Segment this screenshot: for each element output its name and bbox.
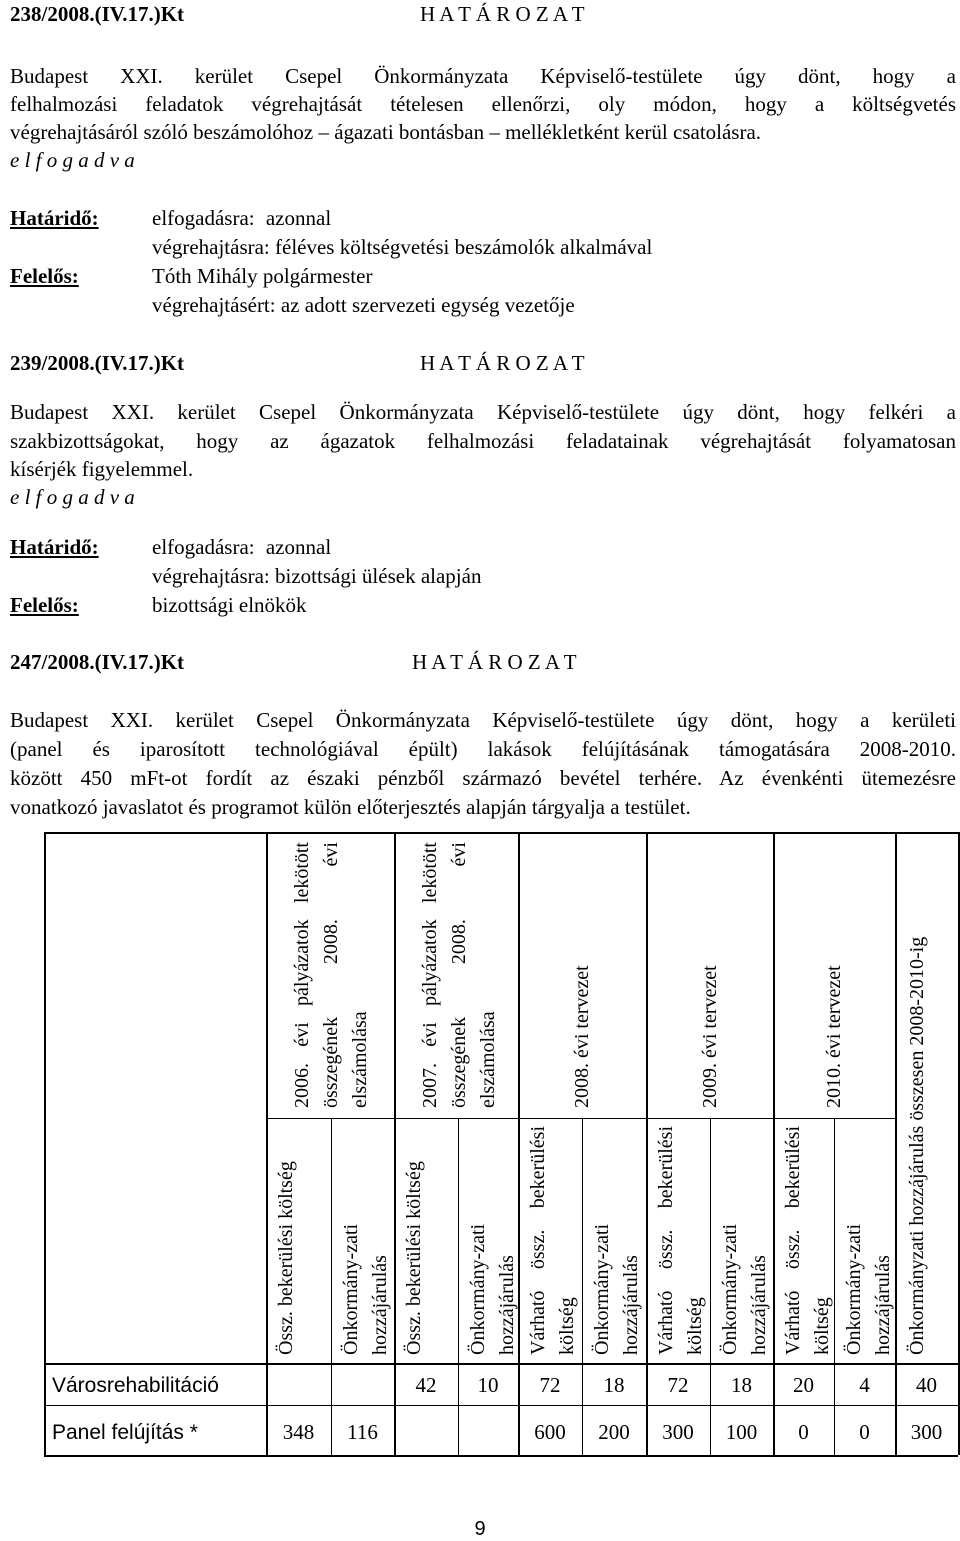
column-header-1: Össz. bekerülési költség xyxy=(275,1161,297,1355)
resolution-heading: H A T Á R O Z A T xyxy=(420,351,585,375)
group-header-4: 2009. évi tervezet xyxy=(698,965,721,1108)
table-cell: 10 xyxy=(477,1373,499,1397)
table-column-divider xyxy=(518,832,520,1455)
column-header-9: Várható össz. bekerülési költség xyxy=(782,1126,833,1355)
table-row-divider xyxy=(44,1405,958,1406)
resolution-number-238: 238/2008.(IV.17.)Kt xyxy=(10,2,185,26)
resolution-body-line: vonatkozó javaslatot és programot külön előterjesztés alapján tárgyalja a testület. xyxy=(10,795,691,819)
table-cell: 600 xyxy=(534,1420,566,1444)
table-cell: 0 xyxy=(798,1420,809,1444)
deadline-label: Határidő: xyxy=(10,535,99,559)
group-header-2: 2007. évi pályázatok lekötött összegének 2008. évi elszámolása xyxy=(419,842,499,1108)
table-border-top xyxy=(44,832,958,834)
table-cell: 4 xyxy=(859,1373,870,1397)
table-cell: 72 xyxy=(539,1373,561,1397)
adopted-label: e l f o g a d v a xyxy=(10,485,135,509)
column-header-5: Várható össz. bekerülési költség xyxy=(527,1126,578,1355)
group-header-total: Önkormányzati hozzájárulás összesen 2008-2010-ig xyxy=(906,936,928,1355)
table-column-divider xyxy=(834,1118,835,1455)
table-column-divider xyxy=(458,1118,459,1455)
resolution-body-line: Budapest XXI. kerület Csepel Önkormányzata Képviselő-testülete úgy dönt, hogy a kerületi xyxy=(10,708,956,732)
deadline-value: elfogadásra: azonnal xyxy=(152,535,332,559)
responsible-value: végrehajtásért: az adott szervezeti egység vezetője xyxy=(152,293,575,317)
column-header-3: Össz. bekerülési költség xyxy=(403,1161,425,1355)
table-cell: 300 xyxy=(662,1420,694,1444)
table-cell: 116 xyxy=(347,1420,378,1444)
column-header-10: Önkormány-zati hozzájárulás xyxy=(843,1223,894,1355)
resolution-body-line: felhalmozási feladatok végrehajtását tételesen ellenőrzi, oly módon, hogy a költségvetés xyxy=(10,92,956,116)
resolution-number-247: 247/2008.(IV.17.)Kt xyxy=(10,650,185,674)
table-cell: 348 xyxy=(282,1420,315,1444)
table-cell: 42 xyxy=(415,1373,437,1397)
table-header-bottom xyxy=(44,1363,958,1365)
responsible-label: Felelős: xyxy=(10,264,79,288)
resolution-body-line: kísérjék figyelemmel. xyxy=(10,457,194,481)
table-cell: 100 xyxy=(725,1420,758,1444)
resolution-heading: H A T Á R O Z A T xyxy=(412,650,577,674)
resolution-number-239: 239/2008.(IV.17.)Kt xyxy=(10,351,185,375)
page-number: 9 xyxy=(474,1518,486,1540)
table-border-bottom xyxy=(44,1455,958,1457)
resolution-body-line: végrehajtásáról szóló beszámolóhoz – ágazati bontásban – mellékletként kerül csatolásra. xyxy=(10,120,762,144)
table-cell: 300 xyxy=(910,1420,943,1444)
table-column-divider xyxy=(44,832,46,1455)
table-cell: 200 xyxy=(598,1420,630,1444)
responsible-value: bizottsági elnökök xyxy=(152,593,307,617)
deadline-label: Határidő: xyxy=(10,206,99,230)
column-header-6: Önkormány-zati hozzájárulás xyxy=(591,1223,642,1355)
deadline-value: végrehajtásra: bizottsági ülések alapján xyxy=(152,564,482,588)
table-column-divider xyxy=(266,832,268,1455)
group-header-1: 2006. évi pályázatok lekötött összegének 2008. évi elszámolása xyxy=(291,842,371,1108)
resolution-heading: H A T Á R O Z A T xyxy=(420,2,585,26)
table-cell: 20 xyxy=(793,1373,814,1397)
resolution-body-line: (panel és iparosított technológiával épült) lakások felújításának támogatására 2008-2010. xyxy=(10,737,956,761)
resolution-body-line: Budapest XXI. kerület Csepel Önkormányzata Képviselő-testülete úgy dönt, hogy felkéri a xyxy=(10,400,956,424)
resolution-body-line: között 450 mFt-ot fordít az északi pénzből származó bevétel terhére. Az évenkénti ütemezésre xyxy=(10,766,956,790)
column-header-7: Várható össz. bekerülési költség xyxy=(655,1126,706,1355)
group-header-5: 2010. évi tervezet xyxy=(823,965,845,1108)
table-cell: 40 xyxy=(916,1373,937,1397)
deadline-value: végrehajtásra: féléves költségvetési beszámolók alkalmával xyxy=(152,235,653,259)
table-cell: 0 xyxy=(859,1420,870,1444)
table-column-divider xyxy=(331,1118,332,1455)
row-label: Panel felújítás * xyxy=(52,1421,198,1444)
row-label: Városrehabilitáció xyxy=(52,1374,219,1397)
table-column-divider xyxy=(710,1118,711,1455)
column-header-8: Önkormány-zati hozzájárulás xyxy=(719,1223,770,1355)
table-cell: 72 xyxy=(667,1373,689,1397)
group-header-3: 2008. évi tervezet xyxy=(571,965,593,1108)
responsible-value: Tóth Mihály polgármester xyxy=(152,264,373,288)
table-column-divider xyxy=(394,832,396,1455)
column-header-4: Önkormány-zati hozzájárulás xyxy=(467,1223,518,1355)
column-header-2: Önkormány-zati hozzájárulás xyxy=(340,1223,391,1355)
table-group-divider xyxy=(266,1118,895,1119)
table-cell: 18 xyxy=(603,1373,625,1397)
responsible-label: Felelős: xyxy=(10,593,79,617)
table-column-divider xyxy=(582,1118,583,1455)
adopted-label: e l f o g a d v a xyxy=(10,148,135,172)
resolution-body-line: szakbizottságokat, hogy az ágazatok felhalmozási feladatainak végrehajtását folyamatosan xyxy=(10,429,956,453)
deadline-value: elfogadásra: azonnal xyxy=(152,206,332,230)
resolution-body-line: Budapest XXI. kerület Csepel Önkormányzata Képviselő-testülete úgy dönt, hogy a xyxy=(10,64,956,88)
table-cell: 18 xyxy=(731,1373,752,1397)
